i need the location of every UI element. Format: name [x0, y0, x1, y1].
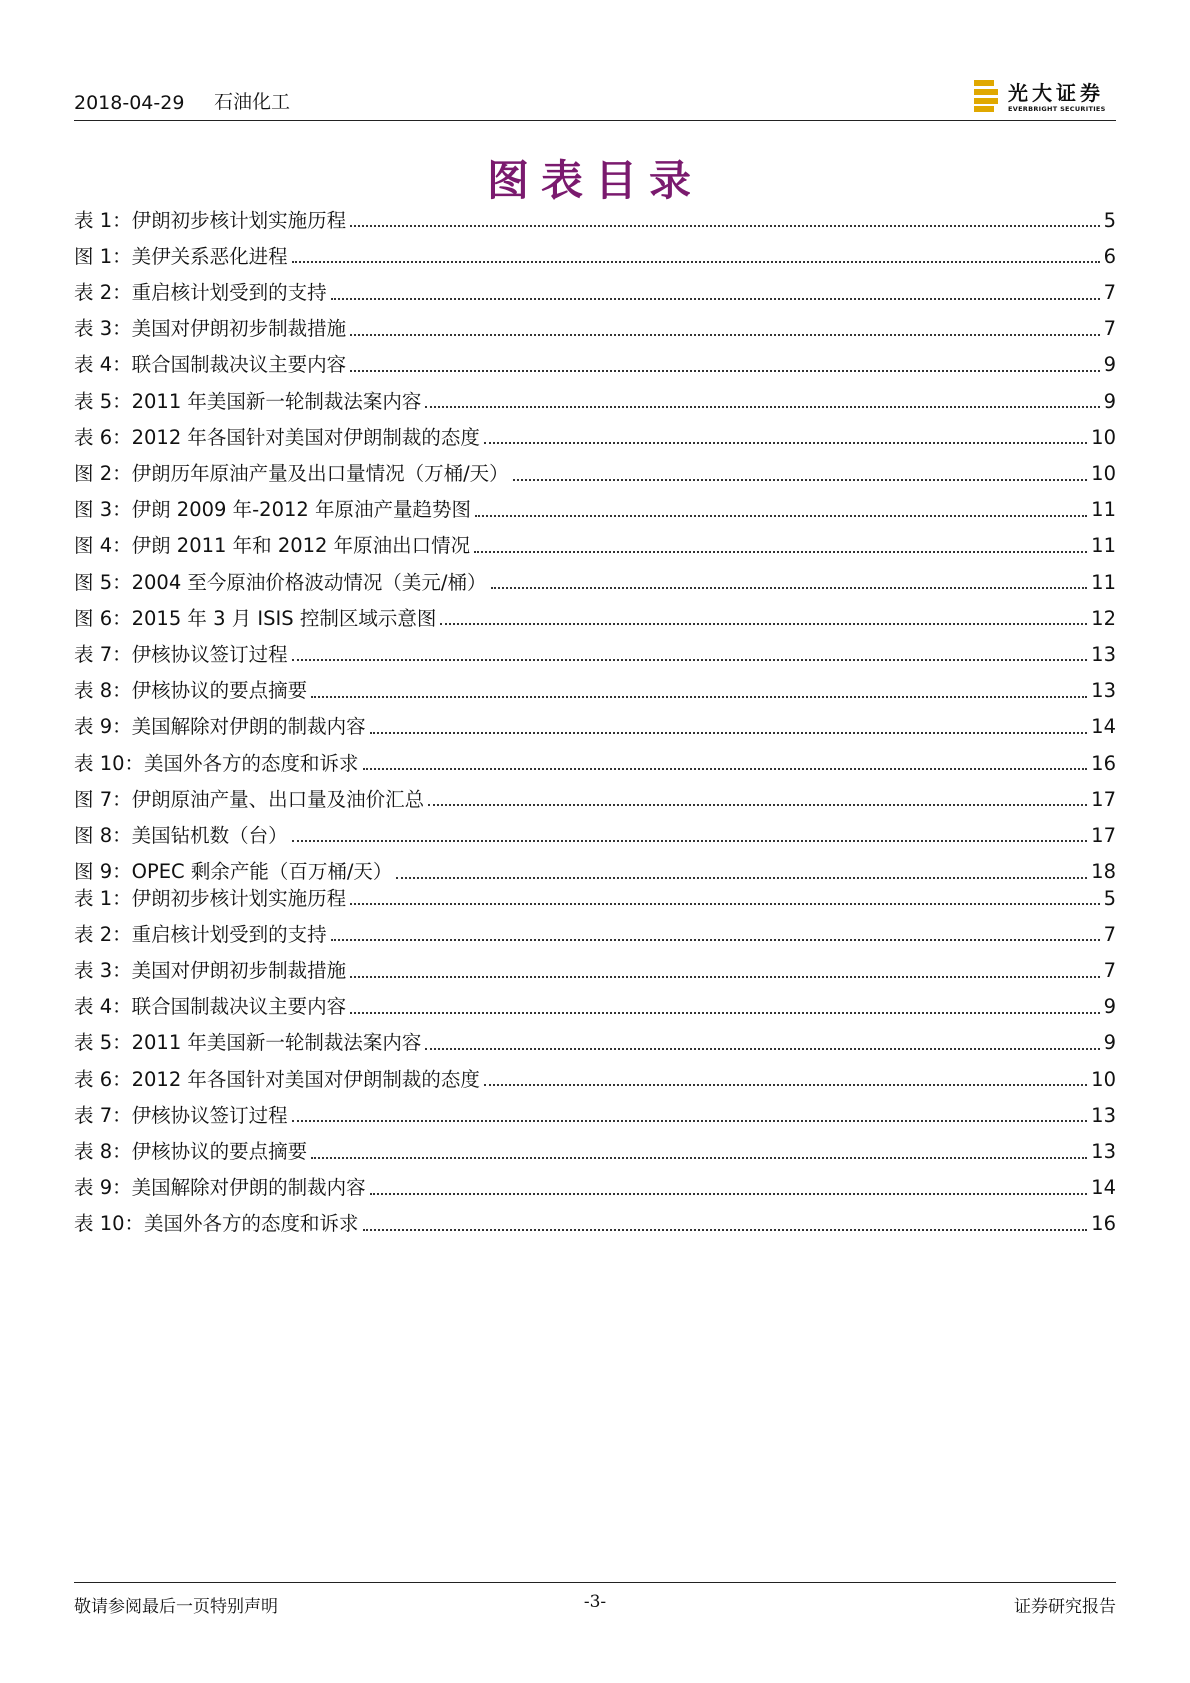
page-title: 图表目录 [486, 156, 703, 205]
toc-entry-label: 表 7：伊核协议签订过程 [74, 1103, 288, 1127]
toc-entry[interactable] [74, 912, 1116, 948]
toc-entry-label: 表 4：联合国制裁决议主要内容 [74, 995, 347, 1019]
toc-entry[interactable] [74, 1202, 1116, 1238]
toc-entry-page: 17 [1091, 823, 1116, 847]
toc-leader-dots [440, 623, 1087, 625]
toc-entry-label: 表 1：伊朗初步核计划实施历程 [74, 886, 347, 910]
toc-entry-label: 表 9：美国解除对伊朗的制裁内容 [74, 715, 366, 739]
toc-entry-page: 7 [1103, 281, 1116, 305]
toc-entry[interactable] [74, 632, 1116, 668]
toc-leader-dots [491, 587, 1088, 589]
toc-entry[interactable] [74, 524, 1116, 560]
toc-entry-label: 表 6：2012 年各国针对美国对伊朗制裁的态度 [74, 425, 480, 449]
toc-leader-dots [350, 976, 1099, 978]
toc-leader-dots [428, 804, 1087, 806]
toc-entry-label: 图 8：美国钻机数（台） [74, 823, 288, 847]
toc-entry-label: 图 7：伊朗原油产量、出口量及油价汇总 [74, 787, 425, 811]
toc-leader-dots [292, 840, 1088, 842]
toc-leader-dots [370, 1193, 1088, 1195]
toc-leader-dots [370, 732, 1088, 734]
toc-entry-page: 9 [1103, 1031, 1116, 1055]
toc-entry-label: 图 5：2004 至今原油价格波动情况（美元/桶） [74, 570, 487, 594]
toc-leader-dots [311, 1157, 1087, 1159]
toc-list-all [74, 198, 1116, 886]
toc-entry-page: 9 [1103, 389, 1116, 413]
toc-entry-label: 表 8：伊核协议的要点摘要 [74, 679, 308, 703]
toc-entry-label: 表 7：伊核协议签订过程 [74, 642, 288, 666]
toc-entry-label: 图 3：伊朗 2009 年-2012 年原油产量趋势图 [74, 498, 471, 522]
toc-entry-page: 6 [1103, 244, 1116, 268]
toc-entry[interactable] [74, 343, 1116, 379]
toc-entry-label: 表 2：重启核计划受到的支持 [74, 281, 327, 305]
toc-entry-label: 图 1：美伊关系恶化进程 [74, 244, 288, 268]
page-footer [74, 1582, 1116, 1623]
toc-leader-dots [363, 1229, 1088, 1231]
toc-entry-label: 表 9：美国解除对伊朗的制裁内容 [74, 1176, 366, 1200]
toc-entry-page: 16 [1091, 751, 1116, 775]
toc-leader-dots [350, 225, 1099, 227]
page-header [74, 70, 1116, 121]
footer-page-number: -3- [583, 1592, 607, 1612]
toc-entry[interactable] [74, 1166, 1116, 1202]
toc-entry-page: 9 [1103, 995, 1116, 1019]
toc-entry[interactable] [74, 1129, 1116, 1165]
toc-leader-dots [331, 298, 1100, 300]
logo-text-en: EVERBRIGHT SECURITIES [1008, 105, 1106, 113]
report-sector: 石油化工 [214, 91, 291, 113]
toc-entry[interactable] [74, 234, 1116, 270]
toc-leader-dots [363, 768, 1088, 770]
toc-entry-label: 表 3：美国对伊朗初步制裁措施 [74, 959, 347, 983]
toc-entry[interactable] [74, 307, 1116, 343]
toc-entry[interactable] [74, 198, 1116, 234]
toc-leader-dots [311, 696, 1087, 698]
toc-leader-dots [331, 939, 1100, 941]
toc-entry-page: 13 [1091, 1103, 1116, 1127]
toc-entry-page: 11 [1091, 498, 1116, 522]
toc-entry[interactable] [74, 777, 1116, 813]
toc-entry-page: 18 [1091, 860, 1116, 884]
toc-entry-page: 12 [1091, 606, 1116, 630]
toc-entry-label: 表 5：2011 年美国新一轮制裁法案内容 [74, 389, 422, 413]
toc-entry[interactable] [74, 985, 1116, 1021]
toc-entry[interactable] [74, 1093, 1116, 1129]
toc-leader-dots [350, 334, 1099, 336]
toc-entry-label: 表 4：联合国制裁决议主要内容 [74, 353, 347, 377]
toc-entry-label: 图 2：伊朗历年原油产量及出口量情况（万桶/天） [74, 462, 509, 485]
toc-entry-label: 图 6：2015 年 3 月 ISIS 控制区域示意图 [74, 606, 437, 630]
toc-entry[interactable] [74, 876, 1116, 912]
toc-entry[interactable] [74, 705, 1116, 741]
toc-entry-page: 13 [1091, 1140, 1116, 1163]
toc-list-tables [74, 876, 1116, 1238]
toc-entry-label: 表 10：美国外各方的态度和诉求 [74, 751, 359, 775]
logo-mark-icon [974, 80, 998, 112]
toc-entry-page: 10 [1091, 462, 1116, 485]
toc-leader-dots [350, 903, 1099, 905]
toc-entry-page: 14 [1091, 715, 1116, 739]
report-date: 2018-04-29 [74, 92, 185, 114]
toc-entry-label: 表 2：重启核计划受到的支持 [74, 922, 327, 946]
toc-entry-page: 11 [1091, 570, 1116, 594]
toc-entry-page: 16 [1091, 1212, 1116, 1236]
company-logo [974, 80, 1116, 114]
toc-entry[interactable] [74, 488, 1116, 524]
toc-leader-dots [350, 1012, 1099, 1014]
toc-entry-page: 10 [1091, 425, 1116, 449]
toc-leader-dots [292, 659, 1088, 661]
toc-entry[interactable] [74, 668, 1116, 704]
toc-leader-dots [475, 515, 1087, 517]
toc-entry-label: 图 9：OPEC 剩余产能（百万桶/天） [74, 860, 393, 884]
toc-leader-dots [292, 1120, 1088, 1122]
toc-entry-label: 表 6：2012 年各国针对美国对伊朗制裁的态度 [74, 1067, 480, 1091]
toc-leader-dots [425, 1048, 1099, 1050]
toc-leader-dots [484, 442, 1087, 444]
toc-entry[interactable] [74, 560, 1116, 596]
toc-entry[interactable] [74, 1021, 1116, 1057]
toc-entry-label: 图 4：伊朗 2011 年和 2012 年原油出口情况 [74, 534, 471, 558]
toc-entry[interactable] [74, 813, 1116, 849]
toc-leader-dots [513, 479, 1087, 481]
toc-entry-page: 13 [1091, 642, 1116, 666]
toc-entry[interactable] [74, 451, 1116, 487]
toc-entry-label: 表 3：美国对伊朗初步制裁措施 [74, 317, 347, 341]
toc-entry-page: 13 [1091, 679, 1116, 703]
toc-entry[interactable] [74, 1057, 1116, 1093]
footer-disclaimer: 敬请参阅最后一页特别声明 [74, 1597, 278, 1617]
toc-entry[interactable] [74, 948, 1116, 984]
toc-entry[interactable] [74, 379, 1116, 415]
toc-entry-label: 表 1：伊朗初步核计划实施历程 [74, 208, 347, 232]
footer-report-type: 证券研究报告 [1014, 1597, 1116, 1617]
toc-entry[interactable] [74, 415, 1116, 451]
toc-entry-page: 7 [1103, 922, 1116, 946]
toc-entry-page: 11 [1091, 534, 1116, 558]
toc-leader-dots [425, 406, 1099, 408]
toc-entry-label: 表 8：伊核协议的要点摘要 [74, 1140, 308, 1163]
toc-leader-dots [484, 1084, 1087, 1086]
toc-entry-label: 表 10：美国外各方的态度和诉求 [74, 1212, 359, 1236]
toc-entry-label: 表 5：2011 年美国新一轮制裁法案内容 [74, 1031, 422, 1055]
toc-entry-page: 7 [1103, 959, 1116, 983]
toc-leader-dots [474, 551, 1087, 553]
toc-entry-page: 5 [1103, 208, 1116, 232]
toc-entry[interactable] [74, 596, 1116, 632]
toc-leader-dots [350, 370, 1099, 372]
toc-entry-page: 9 [1103, 353, 1116, 377]
toc-entry[interactable] [74, 270, 1116, 306]
toc-entry-page: 10 [1091, 1067, 1116, 1091]
toc-entry-page: 14 [1091, 1176, 1116, 1200]
toc-entry[interactable] [74, 741, 1116, 777]
toc-entry-page: 7 [1103, 317, 1116, 341]
logo-text-cn: 光大证券 [1008, 81, 1104, 105]
toc-entry-page: 5 [1103, 886, 1116, 910]
toc-leader-dots [292, 261, 1100, 263]
toc-entry-page: 17 [1091, 787, 1116, 811]
